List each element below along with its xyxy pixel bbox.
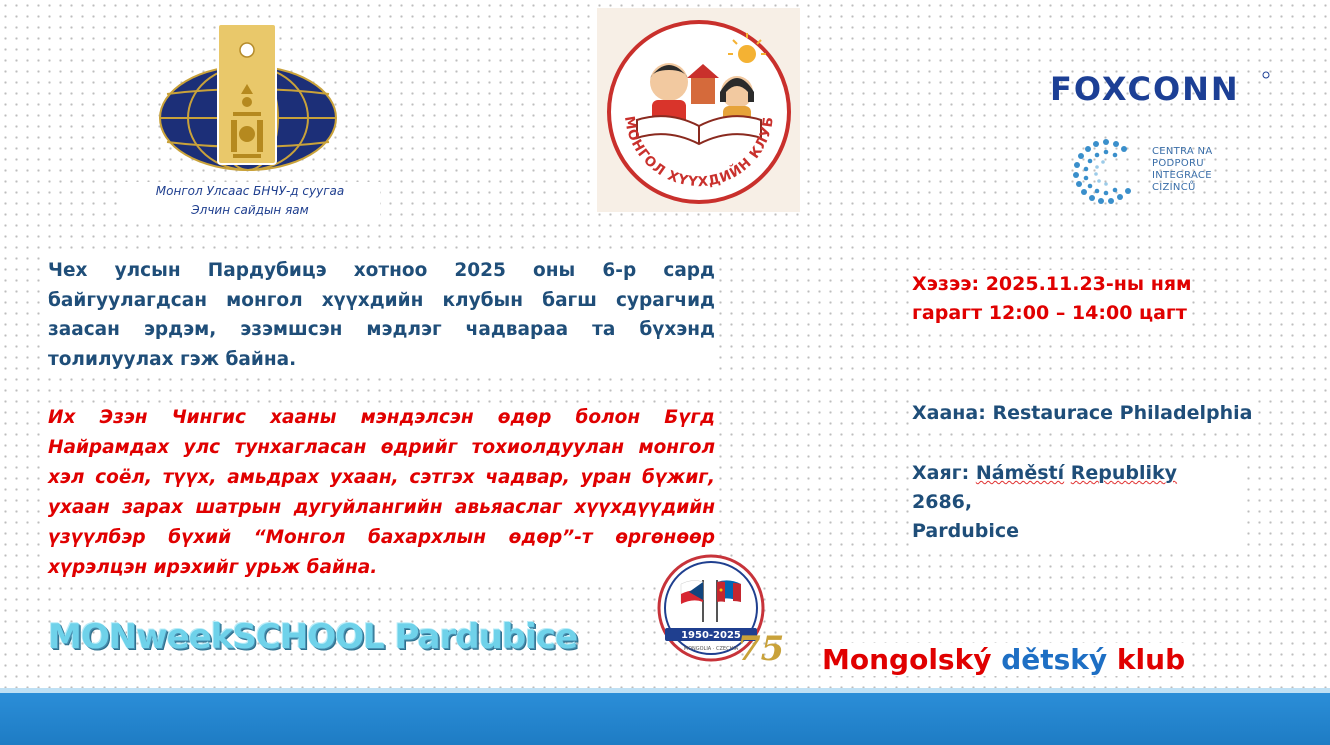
bottom-bar [0, 693, 1330, 745]
club-logo [597, 8, 800, 212]
event-when-line2: гарагт 12:00 – 14:00 цагт [912, 302, 1187, 324]
address-city: Pardubice [912, 520, 1019, 542]
address-street-2: Republiky [1070, 462, 1178, 484]
cpic-line-3: INTEGRACE [1152, 170, 1212, 181]
anniversary-years: 1950-2025 [681, 630, 741, 641]
embassy-caption [120, 182, 380, 220]
foxconn-wordmark: FOXCONN [1050, 70, 1240, 106]
embassy-line1: Монгол Улсаас БНЧУ-д суугаа [155, 184, 345, 198]
intro-paragraph: Чех улсын Пардубицэ хотноо 2025 оны 6-р сард байгуулагдсан монгол хүүхдийн клубын багш сурагчид заасан эрдэм, эзэмшсэн мэдлэг чадвараа та бүхэнд толилуулах гэж байна. [48, 256, 715, 374]
club-name-word1: Mongolský [822, 643, 992, 676]
invitation-paragraph: Их Эзэн Чингис хааны мэндэлсэн өдөр болон Бүгд Найрамдах улс тунхагласан өдрийг тохиолдуулан монгол хэл соёл, түүх, амьдрах ухаан, сэтгэх чадвар, уран бүжиг, ухаан зарах шатрын дугуйлангийн авьяаслаг хүүхдүүдийн үзүүлбэр бүхий “Монгол бахархлын өдөр”-т өргөнөөр хүрэлцэн ирэхийг урьж байна. [48, 403, 715, 583]
club-name-czech [822, 643, 1185, 676]
event-when [912, 270, 1192, 328]
cpic-line-4: CIZINCŮ [1152, 182, 1196, 193]
embassy-line2: Элчин сайдын яам [191, 203, 309, 217]
embassy-emblem [155, 22, 345, 172]
anniversary-number: 75 [737, 629, 785, 667]
address-street-1: Náměstí [975, 462, 1065, 484]
club-name-word3: klub [1116, 643, 1186, 676]
monweekschool-title: MONweekSCHOOL Pardubice [48, 617, 578, 657]
club-logo-text: МОНГОЛ ХҮҮХДИЙН КЛУБ [620, 115, 778, 191]
event-when-line1: Хэзээ: 2025.11.23-ны ням [912, 273, 1192, 295]
cpic-logo-text [1152, 146, 1212, 194]
foxconn-logo [1050, 66, 1272, 110]
address-label: Хаяг: [912, 462, 976, 484]
cpic-line-1: CENTRA NA [1152, 146, 1213, 157]
anniversary-caption: MONGOLIA · CZECHIA [683, 646, 739, 652]
club-name-word2: dětský [1001, 643, 1108, 676]
cpic-line-2: PODPORU [1152, 158, 1204, 169]
event-where: Хаана: Restaurace Philadelphia [912, 399, 1252, 428]
anniversary-emblem [655, 552, 790, 667]
event-address [912, 459, 1242, 546]
address-number: 2686, [912, 491, 973, 513]
